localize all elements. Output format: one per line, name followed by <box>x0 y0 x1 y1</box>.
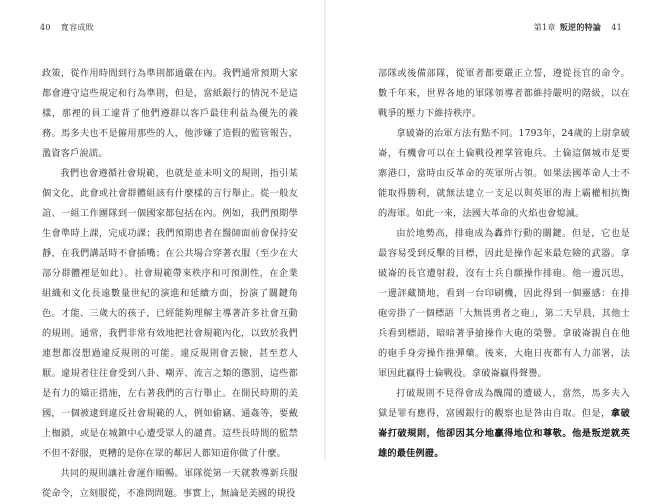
right-page-number: 41 <box>611 23 622 32</box>
paragraph: 共同的規則讓社會運作順暢。軍隊從第一天就教導新兵服從命令，立刻服從，不准問問題。事實上，無論是美國的規役 <box>42 468 298 499</box>
right-running-header <box>534 22 622 33</box>
left-running-header <box>40 22 94 33</box>
paragraph: 我們也會遵循社會規範，也就是並未明文的規則，指引某個文化，此會或社會群體組該有什麼樣的言行舉止。從一般友誼、一組工作團隊到一個國家都包括在內。例如，我們預期學生會準時上課，完成功課；我們預期患者在醫師面前會保持安靜，在我們講話時不會插嘴；在公共場合穿著衣服（至少在大部分群體裡是如此）。社會規範帶來秩序和可預測性，在企業組織和文化長遠數量世紀的演進和延續方面，扮演了關鍵角色。才能、三歲大的孩子，已經能夠理解主導著許多社會互動的規則。通常，我們非常有效地把社會規範內化，以致於我們連想都沒想過違反規則的可能。違反規則會丟臉，甚至惹人厭。違規者往往會受到八卦、嘲弄、流言之類的懲罰，這些都是有力的矯正措施，左右著我們的言行舉止。在開民時期的美國，一個被逮到違反社會規範的人，例如偷竊、通姦等，要戴上枷鎖，或是在城鎮中心遭受眾人的譴責。這些長時間的監禁不但不舒服，更糟的是你在眾的鄰居人都知道你做了什麼。 <box>42 168 298 459</box>
left-page-number: 40 <box>40 23 51 32</box>
chapter-title: 叛逆的特論 <box>559 22 602 32</box>
right-page <box>326 0 650 461</box>
paragraph-text: 部隊或後備部隊，從軍者都要嚴正立誓，遵從長官的命令。數千年來，世界各地的軍隊領導者都維持嚴明的階級，以在戰爭的壓力下維持秩序。 <box>378 68 630 119</box>
right-body-text <box>378 64 630 464</box>
paragraph-text: 由於地勢高，排砲成為轟炸行動的關鍵。但是，它也是最容易受到反擊的目標，因此是操作起來最危險的武器。拿破崙的長官遭射殺，沒有士兵自願操作排砲。他一邊沉思，一邊評藏簡地，看到一台印刷機，因此得到一個靈感：在排砲旁掛了一個標語「大無畏勇者之砲」，第二天早晨，其他士兵看到標語，暗暗著爭搶操作大砲的榮譽。拿破崙親自在他的砲手身旁操作推彈藥。後來，大砲日夜都有人力部署，法軍因此贏得土倫戰役。拿破崙贏得聲譽。 <box>378 228 630 379</box>
paragraph-text: 拿破崙的治軍方法有點不同。1793年，24歲的上尉拿破崙，有機會可以在土倫戰役裡掌管砲兵。土倫這個城市是要寨港口，當時由反革命的英軍所占領。如果法國革命人士不能取得勝利，就無法建立一支足以與英軍的海上霸權相抗衡的海軍。如此一來，法國大革命的火焰也會熄滅。 <box>378 128 630 219</box>
paragraph <box>378 124 630 224</box>
left-page <box>0 0 324 499</box>
chapter-label: 第1章 <box>533 23 556 32</box>
bold-emphasis-text: 拿破崙打破規則，他卻因其分地贏得地位和尊敬。他是叛逆就英雄的最佳例證。 <box>378 408 630 459</box>
paragraph-text: 打破規則不見得會成為醜聞的遭破人，當然，馬多夫入獄是罪有應得，富國銀行的觀察也是咎由自取。但是， <box>378 388 630 419</box>
paragraph: 政策，從作用時間到行為準則都過嚴在內。我們通常預期大家都會遵守這些規定和行為準則，但是，當紙銀行的情況不是這樣，那裡的員工違背了他們遵群以客戶最佳利益為優先的義務。馬多夫也不是僱用那些的人，他涉嫌了造假的監管報告，濫資客戶說謊。 <box>42 68 298 159</box>
book-title: 寬容成敗 <box>60 23 94 32</box>
paragraph <box>378 64 630 124</box>
paragraph <box>378 384 630 464</box>
paragraph <box>378 224 630 384</box>
left-body-text <box>42 64 298 504</box>
